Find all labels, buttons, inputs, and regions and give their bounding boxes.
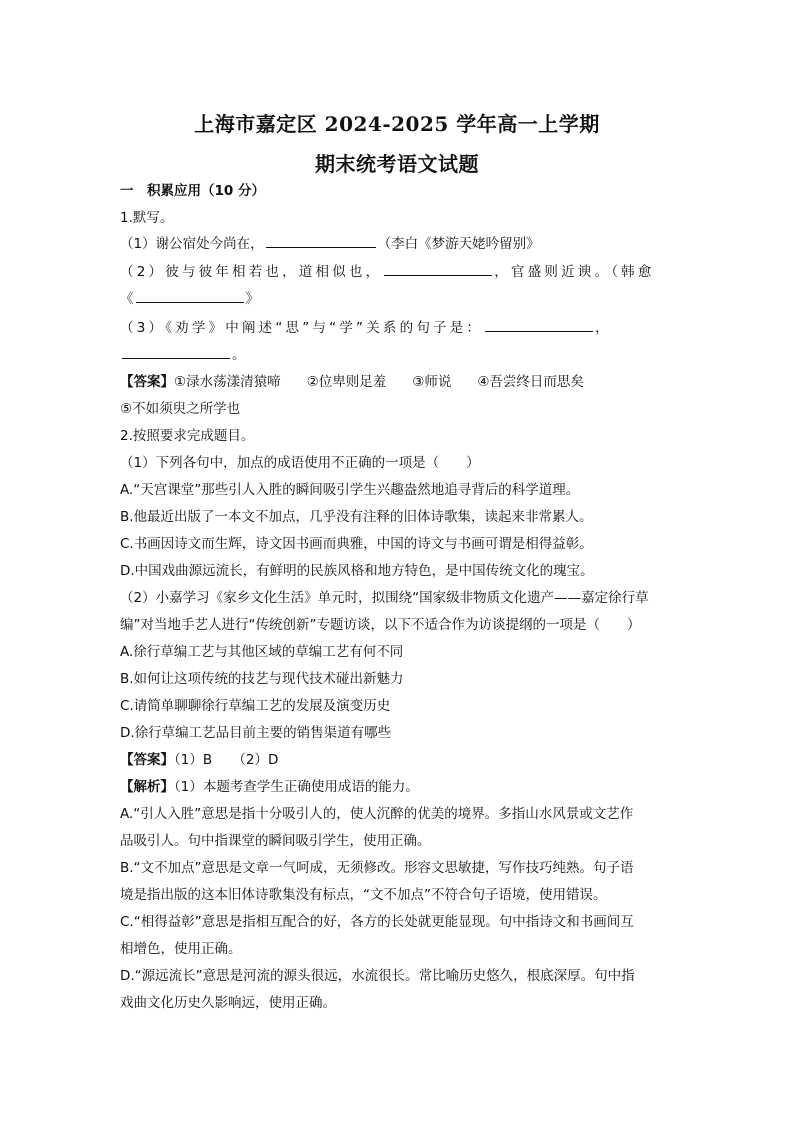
open-bracket: 《	[120, 291, 134, 307]
q2-sub1-option-a: A.“天宫课堂”那些引人入胜的瞬间吸引学生兴趣盎然地追寻背后的科学道理。	[120, 482, 580, 498]
q1-part3	[120, 318, 680, 338]
q2-answer	[120, 750, 680, 770]
analysis-line: 戏曲文化历史久影响远，使用正确。	[120, 995, 336, 1011]
q1-part1-text: （1）谢公宿处今尚在，	[120, 236, 264, 252]
q1-answer	[120, 372, 680, 392]
document-title-line2: 期末统考语文试题	[315, 152, 479, 176]
answer-blank[interactable]	[122, 345, 230, 359]
q1-stem: 1.默写。	[120, 210, 174, 226]
analysis-line: 相增色，使用正确。	[120, 941, 242, 957]
answer-blank[interactable]	[485, 318, 593, 332]
q1-part2	[120, 262, 680, 282]
answer-item: ④吾尝终日而思矣	[477, 374, 584, 390]
q1-part3-text: （3）《劝学》中阐述“思”与“学”关系的句子是：	[120, 320, 484, 336]
q1-part2-text2: ，官盛则近谀。（韩愈	[494, 264, 655, 280]
q1-part2-text: （2）彼与彼年相若也，道相似也，	[120, 264, 383, 280]
q2-analysis	[120, 777, 680, 797]
comma: ，	[595, 320, 612, 336]
q2-sub1-option-c: C.书画因诗文而生辉，诗文因书画而典雅，中国的诗文与书画可谓是相得益彰。	[120, 536, 593, 552]
analysis-line: C.“相得益彰”意思是指相互配合的好，各方的长处就更能显现。句中指诗文和书画间互	[120, 914, 634, 930]
answer-item: ②位卑则足羞	[306, 374, 387, 390]
answer-blank[interactable]	[384, 262, 492, 276]
section-heading: 一 积累应用（10 分）	[120, 183, 265, 199]
q2-sub2-line2: 编”对当地手艺人进行“传统创新”专题访谈，以下不适合作为访谈提纲的一项是（ ）	[120, 617, 641, 633]
q1-part3-cont	[120, 345, 680, 365]
q2-sub2-option-b: B.如何让这项传统的技艺与现代技术碰出新魅力	[120, 671, 404, 687]
q2-sub2-line1: （2）小嘉学习《家乡文化生活》单元时，拟围绕“国家级非物质文化遗产——嘉定徐行草	[120, 590, 649, 606]
q2-sub1-option-d: D.中国戏曲源远流长，有鲜明的民族风格和地方特色，是中国传统文化的瑰宝。	[120, 563, 594, 579]
q2-sub2-option-a: A.徐行草编工艺与其他区域的草编工艺有何不同	[120, 644, 404, 660]
document-title-line1: 上海市嘉定区 2024-2025 学年高一上学期	[194, 112, 600, 136]
analysis-line: A.“引人入胜”意思是指十分吸引人的，使人沉醉的优美的境界。多指山水风景或文艺作	[120, 806, 634, 822]
period: 。	[232, 347, 246, 363]
q2-stem: 2.按照要求完成题目。	[120, 428, 255, 444]
analysis-line: B.“文不加点”意思是文章一气呵成，无须修改。形容文思敏捷，写作技巧纯熟。句子语	[120, 860, 634, 876]
q2-sub2-option-c: C.请简单聊聊徐行草编工艺的发展及演变历史	[120, 698, 391, 714]
answer-blank[interactable]	[266, 234, 376, 248]
q1-part1-source: （李白《梦游天姥吟留别》	[377, 236, 540, 252]
q2-sub2-option-d: D.徐行草编工艺品目前主要的销售渠道有哪些	[120, 725, 392, 741]
analysis-label: 【解析】	[120, 779, 174, 795]
q1-part2-source	[120, 289, 680, 309]
answer-item: ③师说	[412, 374, 452, 390]
answer-text: （1）B （2）D	[174, 752, 279, 768]
answer-label: 【答案】	[120, 374, 174, 390]
analysis-line: D.“源远流长”意思是河流的源头很远，水流很长。常比喻历史悠久，根底深厚。句中指	[120, 968, 635, 984]
analysis-line: 品吸引人。句中指课堂的瞬间吸引学生，使用正确。	[120, 833, 431, 849]
answer-label: 【答案】	[120, 752, 174, 768]
q2-sub1: （1）下列各句中，加点的成语使用不正确的一项是（ ）	[120, 455, 480, 471]
q1-answer5: ⑤不如须臾之所学也	[120, 401, 241, 417]
close-bracket: 》	[245, 291, 259, 307]
q2-sub1-option-b: B.他最近出版了一本文不加点，几乎没有注释的旧体诗歌集，读起来非常累人。	[120, 509, 593, 525]
answer-blank[interactable]	[136, 289, 244, 303]
q1-part1	[120, 234, 680, 254]
answer-item: ①渌水荡漾清猿啼	[174, 374, 281, 390]
analysis-intro: （1）本题考查学生正确使用成语的能力。	[174, 779, 419, 795]
analysis-line: 境是指出版的这本旧体诗歌集没有标点，“文不加点”不符合句子语境，使用错误。	[120, 887, 607, 903]
